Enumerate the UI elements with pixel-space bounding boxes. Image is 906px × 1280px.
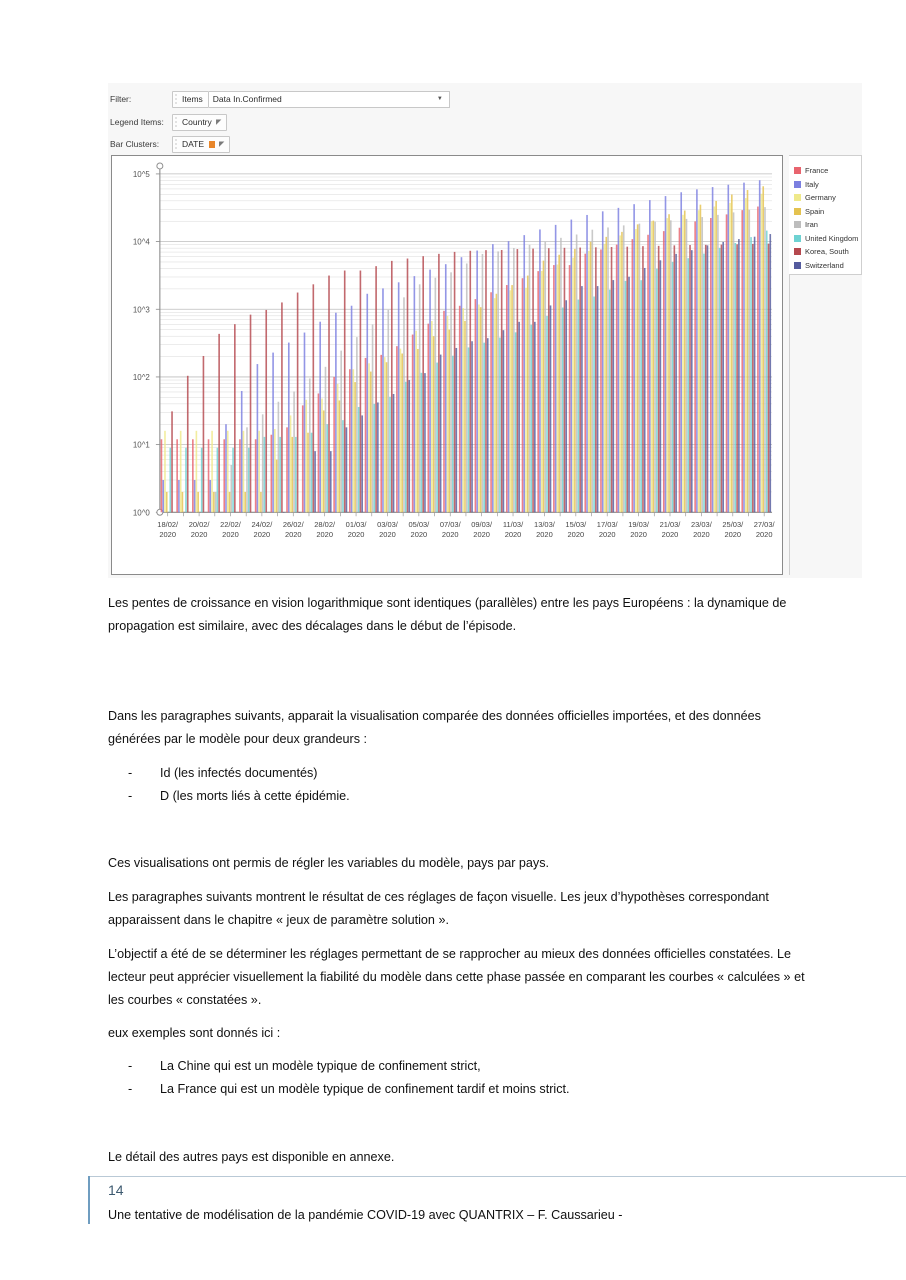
svg-text:07/03/: 07/03/ [439,520,461,530]
svg-text:03/03/: 03/03/ [377,520,398,530]
legend-item-united-kingdom[interactable] [794,232,861,246]
legend-item-label: Switzerland [805,260,844,270]
drag-grip-icon [175,139,179,150]
list-item [128,1055,808,1078]
filter-label: Filter: [110,94,132,104]
legend-item-france[interactable] [794,164,861,178]
svg-text:2020: 2020 [410,530,428,540]
svg-text:26/02/: 26/02/ [282,520,304,530]
legend-item-germany[interactable] [794,191,861,205]
svg-text:17/03/: 17/03/ [596,520,618,530]
legend-item-label: Italy [805,179,819,189]
chart-plot-frame[interactable] [111,155,783,575]
svg-text:2020: 2020 [473,530,490,540]
svg-text:27/03/: 27/03/ [753,520,775,530]
bullet-dash: - [128,1059,133,1073]
svg-text:2020: 2020 [755,530,773,540]
sort-arrow-icon[interactable]: ◥ [219,141,225,148]
list-item-label: Id (les infectés documentés) [160,766,318,780]
svg-text:11/03/: 11/03/ [502,520,524,530]
legend-country-chip[interactable] [172,114,227,131]
legend-item-label: Germany [805,193,836,203]
bar-clusters-chip-label: DATE [182,139,205,149]
svg-text:09/03/: 09/03/ [471,520,493,530]
svg-text:10^3: 10^3 [132,305,150,315]
list-item-label: La Chine qui est un modèle typique de confinement strict, [160,1059,481,1073]
svg-text:2020: 2020 [347,530,365,540]
svg-text:2020: 2020 [598,530,616,540]
legend-items-label: Legend Items: [110,117,164,127]
chevron-down-icon: ▼ [436,96,443,102]
list-item [128,1078,808,1101]
svg-text:10^5: 10^5 [132,169,150,179]
footer-divider [88,1176,906,1177]
legend-item-label: Iran [805,220,818,230]
svg-text:05/03/: 05/03/ [408,520,430,530]
legend-item-iran[interactable] [794,218,861,232]
legend-item-label: Spain [805,206,825,216]
bullet-dash: - [128,1082,133,1096]
filter-row [108,90,450,108]
legend-item-korea-south[interactable] [794,245,861,259]
paragraph-4: Les paragraphes suivants montrent le résultat de ces réglages de façon visuelle. Les jeux d’hypothèses correspondant apparaissent dans le chapitre « jeux de paramètre solution ». [108,890,769,927]
svg-text:2020: 2020 [253,530,271,540]
calendar-icon[interactable] [209,141,215,148]
svg-text:13/03/: 13/03/ [534,520,555,530]
list-item-label: La France qui est un modèle typique de confinement tardif et moins strict. [160,1082,570,1096]
svg-text:2020: 2020 [536,530,553,540]
svg-text:2020: 2020 [504,530,522,540]
svg-text:2020: 2020 [441,530,459,540]
svg-text:10^1: 10^1 [132,440,150,450]
svg-text:2020: 2020 [724,530,742,540]
legend-item-label: Korea, South [805,247,849,257]
legend-swatch-icon [794,194,801,201]
svg-text:2020: 2020 [190,530,208,540]
svg-text:2020: 2020 [630,530,647,540]
footer-text: Une tentative de modélisation de la pandémie COVID-19 avec QUANTRIX – F. Caussarieu - [108,1208,623,1222]
svg-text:19/03/: 19/03/ [628,520,650,530]
list-item [128,762,808,785]
filter-value-text: Data In.Confirmed [212,94,282,104]
svg-text:28/02/: 28/02/ [314,520,336,530]
svg-text:2020: 2020 [316,530,333,540]
svg-text:10^2: 10^2 [132,372,150,382]
svg-text:20/02/: 20/02/ [188,520,210,530]
bar-clusters-label: Bar Clusters: [110,139,160,149]
svg-text:2020: 2020 [661,530,679,540]
paragraph-2: Dans les paragraphes suivants, apparait la visualisation comparée des données officielles importées, et des données générées par le modèle pour deux grandeurs : [108,709,761,746]
legend-item-switzerland[interactable] [794,259,861,273]
legend-swatch-icon [794,262,801,269]
legend-swatch-icon [794,221,801,228]
svg-text:2020: 2020 [222,530,239,540]
svg-text:22/02/: 22/02/ [220,520,241,530]
filter-value-dropdown[interactable] [209,91,450,108]
svg-text:23/03/: 23/03/ [690,520,712,530]
legend-swatch-icon [794,181,801,188]
legend-items-row [108,113,227,131]
svg-text:2020: 2020 [693,530,710,540]
chart-toolbar [108,83,862,153]
svg-text:25/03/: 25/03/ [722,520,744,530]
footer-accent-bar [88,1176,90,1224]
page-number: 14 [108,1182,124,1198]
filter-items-chip-label: Items [182,94,203,104]
svg-text:2020: 2020 [159,530,177,540]
legend-swatch-icon [794,248,801,255]
bar-clusters-date-chip[interactable] [172,136,230,153]
legend-item-label: France [805,166,829,176]
paragraph-5: L’objectif a été de se déterminer les réglages permettant de se rapprocher au mieux des données officielles constatées. Le lecteur peut apprécier visuellement la fiabilité du modèle dans cette phase passée en comparant les courbes « calculées » et les courbes « constatées ». [108,947,805,1007]
legend-item-spain[interactable] [794,205,861,219]
svg-text:18/02/: 18/02/ [157,520,179,530]
svg-text:2020: 2020 [284,530,302,540]
svg-text:24/02/: 24/02/ [251,520,273,530]
bullet-dash: - [128,789,133,803]
paragraph-6: eux exemples sont donnés ici : [108,1026,281,1040]
legend-item-label: United Kingdom [805,233,859,243]
filter-items-chip[interactable] [172,91,209,108]
sort-arrow-icon[interactable]: ◥ [215,119,222,126]
bar-chart-svg[interactable] [112,156,782,574]
quantrix-chart-screenshot [108,83,862,578]
legend-country-chip-label: Country [182,117,212,127]
paragraph-1: Les pentes de croissance en vision logarithmique sont identiques (parallèles) entre les pays Européens : la dynamique de propagation est similaire, avec des décalages dans le début de l’épisode. [108,596,787,633]
bar-clusters-row [108,135,230,153]
svg-text:10^4: 10^4 [132,237,150,247]
legend-swatch-icon [794,208,801,215]
svg-text:01/03/: 01/03/ [345,520,367,530]
legend-swatch-icon [794,235,801,242]
list-item-label: D (les morts liés à cette épidémie. [160,789,350,803]
drag-grip-icon [175,117,179,128]
drag-grip-icon [175,94,179,105]
paragraph-3: Ces visualisations ont permis de régler les variables du modèle, pays par pays. [108,856,549,870]
list-item [128,785,808,808]
legend-swatch-icon [794,167,801,174]
svg-text:15/03/: 15/03/ [565,520,587,530]
svg-text:10^0: 10^0 [132,508,150,518]
legend-item-italy[interactable] [794,178,861,192]
svg-text:21/03/: 21/03/ [659,520,681,530]
svg-text:2020: 2020 [379,530,396,540]
chart-legend [789,155,862,275]
paragraph-7: Le détail des autres pays est disponible en annexe. [108,1150,395,1164]
bullet-dash: - [128,766,133,780]
svg-text:2020: 2020 [567,530,585,540]
